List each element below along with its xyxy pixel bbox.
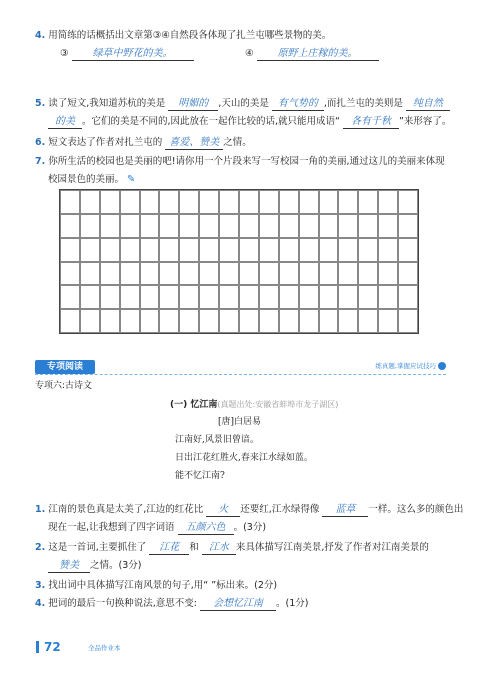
grid-cell[interactable] — [319, 214, 339, 238]
grid-cell[interactable] — [299, 214, 319, 238]
q4-prompt: 4. 用简练的话概括出文章第③④自然段各体现了扎兰屯哪些景物的美。 — [35, 30, 332, 41]
grid-cell[interactable] — [179, 190, 199, 214]
q4-answer-3: ③ 绿草中野花的美。 — [60, 47, 194, 61]
grid-cell[interactable] — [219, 238, 239, 262]
grid-cell[interactable] — [338, 262, 358, 286]
grid-cell[interactable] — [159, 190, 179, 214]
grid-cell[interactable] — [60, 309, 80, 333]
grid-cell[interactable] — [60, 214, 80, 238]
q7-line-1: 7. 你所生活的校园也是美丽的吧!请你用一个片段来写一写校园一角的美丽,通过这儿的美丽来体现 — [35, 156, 445, 167]
section-right-label: 练真题,掌握应试技巧 — [375, 361, 446, 370]
grid-cell[interactable] — [120, 309, 140, 333]
grid-cell[interactable] — [398, 190, 418, 214]
grid-cell[interactable] — [398, 214, 418, 238]
grid-cell[interactable] — [319, 262, 339, 286]
grid-cell[interactable] — [219, 309, 239, 333]
grid-cell[interactable] — [80, 214, 100, 238]
footer-bar — [36, 641, 39, 653]
grid-cell[interactable] — [279, 309, 299, 333]
grid-cell[interactable] — [299, 285, 319, 309]
pq1-blank-2[interactable]: 蓝草 — [322, 504, 368, 517]
q5-blank-5[interactable]: 各有千秋 — [343, 116, 399, 129]
q5-blank-3[interactable]: 纯自然 — [406, 98, 450, 111]
pq1-blank-3[interactable]: 五颜六色 — [178, 522, 234, 535]
grid-cell[interactable] — [80, 190, 100, 214]
grid-cell[interactable] — [398, 285, 418, 309]
grid-cell[interactable] — [80, 262, 100, 286]
grid-cell[interactable] — [199, 285, 219, 309]
pq1-line-2: 现在一起,让我想到了四字词语 五颜六色 。(3分) — [48, 522, 267, 533]
grid-cell[interactable] — [338, 214, 358, 238]
pencil-icon: ✎ — [127, 174, 136, 185]
poem-line-3: 能不忆江南? — [175, 471, 225, 481]
grid-cell[interactable] — [338, 285, 358, 309]
pq2-blank-1[interactable]: 江花 — [149, 542, 189, 555]
section-tab: 专项阅读 — [35, 360, 95, 374]
grid-cell[interactable] — [239, 285, 259, 309]
grid-cell[interactable] — [358, 238, 378, 262]
grid-cell[interactable] — [120, 262, 140, 286]
grid-cell[interactable] — [159, 214, 179, 238]
grid-cell[interactable] — [179, 285, 199, 309]
grid-cell[interactable] — [358, 262, 378, 286]
grid-cell[interactable] — [120, 285, 140, 309]
pq2-line-2: 赞美 之情。(3分) — [48, 559, 141, 573]
poem-line-1: 江南好,风景旧曾谙。 — [175, 435, 259, 445]
pq4-line: 4. 把词的最后一句换种说法,意思不变: 会想忆江南 。(1分) — [35, 598, 309, 609]
grid-cell[interactable] — [338, 190, 358, 214]
grid-cell[interactable] — [100, 190, 120, 214]
grid-cell[interactable] — [159, 262, 179, 286]
grid-cell[interactable] — [159, 238, 179, 262]
grid-cell[interactable] — [140, 285, 160, 309]
footer-book-name: 全品作业本 — [88, 644, 121, 652]
grid-cell[interactable] — [398, 238, 418, 262]
poem-heading: (一) 忆江南(真题出处:安徽省蚌埠市龙子湖区) — [170, 400, 339, 410]
grid-cell[interactable] — [100, 309, 120, 333]
poem-line-2: 日出江花红胜火,春来江水绿如蓝。 — [175, 453, 313, 463]
grid-cell[interactable] — [338, 309, 358, 333]
grid-cell[interactable] — [140, 262, 160, 286]
section-subtitle: 专项六:古诗文 — [35, 381, 93, 391]
grid-cell[interactable] — [398, 309, 418, 333]
grid-cell[interactable] — [199, 262, 219, 286]
pq2-line-1: 2. 这是一首词,主要抓住了 江花 和 江水 来具体描写江南美景,抒发了作者对江南美景的 — [35, 542, 429, 553]
grid-cell[interactable] — [358, 285, 378, 309]
pq4-blank-1[interactable]: 会想忆江南 — [200, 598, 276, 611]
grid-cell[interactable] — [378, 262, 398, 286]
q5-blank-4[interactable]: 的美 — [48, 116, 82, 129]
pq3-line: 3. 找出词中具体描写江南风景的句子,用“ ”标出来。(2分) — [35, 580, 278, 591]
q5-blank-1[interactable]: 明媚的 — [168, 98, 218, 111]
page-number: 72 — [44, 640, 61, 654]
grid-cell[interactable] — [140, 190, 160, 214]
grid-cell[interactable] — [239, 238, 259, 262]
grid-cell[interactable] — [239, 262, 259, 286]
grid-cell[interactable] — [299, 238, 319, 262]
grid-cell[interactable] — [100, 285, 120, 309]
writing-grid[interactable] — [59, 189, 419, 334]
grid-cell[interactable] — [378, 238, 398, 262]
grid-cell[interactable] — [299, 190, 319, 214]
grid-cell[interactable] — [239, 214, 259, 238]
grid-cell[interactable] — [259, 309, 279, 333]
grid-cell[interactable] — [319, 285, 339, 309]
grid-cell[interactable] — [80, 309, 100, 333]
grid-cell[interactable] — [80, 238, 100, 262]
grid-cell[interactable] — [199, 238, 219, 262]
chevron-circle-icon — [438, 362, 446, 370]
grid-cell[interactable] — [319, 309, 339, 333]
pq1-line-1: 1. 江南的景色真是太美了,江边的红花比 火 还要红,江水绿得像 蓝草 一样。这么多的颜色出 — [35, 504, 464, 515]
grid-cell[interactable] — [239, 309, 259, 333]
grid-cell[interactable] — [279, 238, 299, 262]
grid-cell[interactable] — [60, 190, 80, 214]
grid-cell[interactable] — [259, 190, 279, 214]
grid-cell[interactable] — [80, 285, 100, 309]
grid-cell[interactable] — [398, 262, 418, 286]
grid-cell[interactable] — [159, 309, 179, 333]
grid-cell[interactable] — [279, 262, 299, 286]
grid-cell[interactable] — [378, 214, 398, 238]
grid-cell[interactable] — [120, 190, 140, 214]
grid-cell[interactable] — [140, 238, 160, 262]
grid-cell[interactable] — [140, 214, 160, 238]
grid-cell[interactable] — [259, 214, 279, 238]
grid-cell[interactable] — [199, 309, 219, 333]
pq1-blank-1[interactable]: 火 — [206, 504, 240, 517]
grid-cell[interactable] — [100, 238, 120, 262]
grid-cell[interactable] — [239, 190, 259, 214]
grid-cell[interactable] — [338, 238, 358, 262]
q7-line-2: 校园景色的美丽。 ✎ — [48, 174, 136, 185]
grid-cell[interactable] — [179, 238, 199, 262]
grid-cell[interactable] — [319, 238, 339, 262]
grid-cell[interactable] — [100, 262, 120, 286]
q6-line: 6. 短文表达了作者对扎兰屯的 喜爱、赞美 之情。 — [35, 137, 252, 148]
grid-cell[interactable] — [179, 309, 199, 333]
grid-cell[interactable] — [219, 190, 239, 214]
grid-cell[interactable] — [299, 309, 319, 333]
grid-cell[interactable] — [199, 190, 219, 214]
q5-line-2: 的美 。它们的美是不同的,因此放在一起作比较的话,就只能用成语“ 各有千秋 ”来形容了。 — [48, 115, 451, 129]
grid-cell[interactable] — [279, 285, 299, 309]
q4-blank-3[interactable]: 绿草中野花的美。 — [72, 48, 194, 61]
poem-author: [唐]白居易 — [218, 417, 262, 427]
grid-cell[interactable] — [378, 190, 398, 214]
q4-blank-4[interactable]: 原野上庄稼的美。 — [257, 48, 379, 61]
grid-cell[interactable] — [60, 285, 80, 309]
grid-cell[interactable] — [140, 309, 160, 333]
grid-cell[interactable] — [120, 238, 140, 262]
grid-cell[interactable] — [199, 214, 219, 238]
grid-cell[interactable] — [179, 262, 199, 286]
grid-cell[interactable] — [219, 262, 239, 286]
grid-cell[interactable] — [179, 214, 199, 238]
grid-cell[interactable] — [60, 238, 80, 262]
q5-blank-2[interactable]: 有气势的 — [272, 98, 324, 111]
grid-cell[interactable] — [120, 214, 140, 238]
q5-line-1: 5. 读了短文,我知道苏杭的美是 明媚的 ,天山的美是 有气势的 ,而扎兰屯的美则是 纯自然 — [35, 97, 450, 111]
grid-cell[interactable] — [60, 262, 80, 286]
pq2-blank-3[interactable]: 赞美 — [48, 560, 90, 573]
grid-cell[interactable] — [219, 214, 239, 238]
grid-cell[interactable] — [259, 238, 279, 262]
grid-cell[interactable] — [378, 285, 398, 309]
q4-answer-4: ④ 原野上庄稼的美。 — [245, 47, 379, 61]
q6-blank-1[interactable]: 喜爱、赞美 — [165, 137, 223, 150]
pq2-blank-2[interactable]: 江水 — [202, 542, 236, 555]
grid-cell[interactable] — [219, 285, 239, 309]
grid-cell[interactable] — [378, 309, 398, 333]
grid-cell[interactable] — [358, 190, 378, 214]
grid-cell[interactable] — [358, 309, 378, 333]
grid-cell[interactable] — [279, 214, 299, 238]
grid-cell[interactable] — [259, 262, 279, 286]
grid-cell[interactable] — [319, 190, 339, 214]
grid-cell[interactable] — [159, 285, 179, 309]
grid-cell[interactable] — [259, 285, 279, 309]
grid-cell[interactable] — [299, 262, 319, 286]
grid-cell[interactable] — [279, 190, 299, 214]
grid-cell[interactable] — [358, 214, 378, 238]
grid-cell[interactable] — [100, 214, 120, 238]
